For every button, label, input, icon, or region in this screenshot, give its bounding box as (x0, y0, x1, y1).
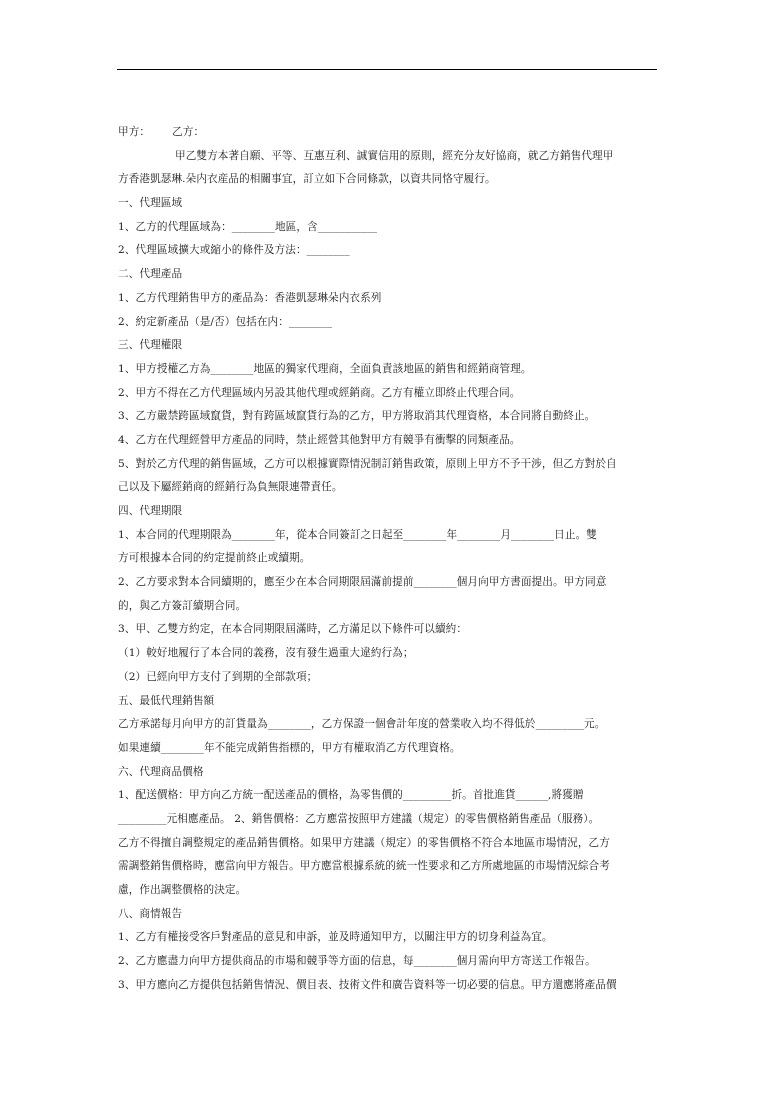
clause-line: 慮，作出調整價格的決定。 (118, 884, 247, 896)
clause-line: 2、乙方應盡力向甲方提供商品的市場和競爭等方面的信息，每________個月需向甲方寄送工作報告。 (118, 955, 596, 968)
clause-line: （2）已經向甲方支付了到期的全部款項； (118, 670, 318, 683)
clause-line: 方可根據本合同的約定提前終止或續期。 (118, 552, 311, 565)
clause-line: 1、配送價格：甲方向乙方統一配送產品的價格，為零售價的_________折。首批進貨______,將獲贈 (118, 789, 584, 802)
clause-line: 2、約定新產品（是/否）包括在内：________ (118, 315, 333, 328)
clause-line: 乙方不得擅自調整規定的產品銷售價格。如果甲方建議（規定）的零售價格不符合本地區市場情況，乙方 (118, 836, 610, 849)
section-heading: 一、代理區域 (118, 197, 183, 210)
clause-line: 己以及下屬經銷商的經銷行為負無限連帶責任。 (118, 481, 343, 494)
section-heading: 三、代理權限 (118, 339, 183, 352)
clause-line: 5、對於乙方代理的銷售區域，乙方可以根據實際情況制訂銷售政策，原則上甲方不予干涉，但乙方對於自 (118, 457, 617, 470)
clause-line: 1、本合同的代理期限為________年，從本合同簽訂之日起至________年________月________日止。雙 (118, 528, 597, 541)
clause-line: 2、代理區域擴大或縮小的條件及方法：________ (118, 244, 350, 257)
contract-body (118, 121, 658, 997)
clause-line: 需調整銷售價格時，應當向甲方報告。甲方應當根據系統的統一性要求和乙方所處地區的市場情況綜合考 (118, 860, 610, 873)
clause-line: _________元相應產品。 2、銷售價格：乙方應當按照甲方建議（規定）的零售價格銷售產品（服務）。 (118, 812, 600, 825)
party-b-label: 乙方： (172, 126, 205, 138)
clause-line: 乙方承諾每月向甲方的訂貨量為________，乙方保證一個會計年度的營業收入均不得低於_________元。 (118, 718, 606, 731)
section-heading: 二、代理產品 (118, 268, 183, 281)
clause-line: 2、乙方要求對本合同續期的，應至少在本合同期限屆滿前提前________個月向甲方書面提出。甲方同意 (118, 576, 607, 589)
clause-line: 1、乙方有權接受客戶對產品的意見和申訴，並及時通知甲方，以關注甲方的切身利益為宜。 (118, 931, 553, 944)
clause-line: 3、乙方嚴禁跨區域竄貨，對有跨區域竄貨行為的乙方，甲方將取消其代理資格，本合同將自動終止。 (118, 410, 596, 423)
clause-line: 1、乙方的代理區域為：________地區，含___________ (118, 220, 378, 233)
clause-line: 4、乙方在代理經營甲方產品的同時，禁止經營其他對甲方有競爭有衝擊的同類產品。 (118, 433, 521, 446)
clause-line: 1、乙方代理銷售甲方的產品為：香港凱瑟琳朵内衣系列 (118, 291, 382, 304)
clause-line: 2、甲方不得在乙方代理區域内另設其他代理或經銷商。乙方有權立即終止代理合同。 (118, 386, 521, 399)
clause-line: 3、甲方應向乙方提供包括銷售情況、價目表、技術文件和廣告資料等一切必要的信息。甲方還應將產品價 (118, 978, 617, 991)
clause-line: 如果連續________年不能完成銷售指標的，甲方有權取消乙方代理資格。 (118, 741, 461, 754)
header-rule (117, 69, 657, 70)
section-heading: 五、最低代理銷售額 (118, 694, 215, 707)
section-heading: 八、商情報告 (118, 907, 183, 920)
clause-line: 1、甲方授權乙方為________地區的獨家代理商，全面負責該地區的銷售和經銷商管理。 (118, 362, 532, 375)
clause-line: 的，與乙方簽訂續期合同。 (118, 599, 247, 612)
clause-line: 3、甲、乙雙方約定，在本合同期限屆滿時，乙方滿足以下條件可以續約： (118, 623, 468, 636)
clause-line: （1）較好地履行了本合同的義務，沒有發生過重大違約行為； (118, 647, 414, 660)
section-heading: 六、代理商品價格 (118, 765, 204, 778)
preamble-line: 甲乙雙方本著自願、平等、互惠互利、誠實信用的原則，經充分友好協商，就乙方銷售代理甲 (175, 149, 614, 162)
section-heading: 四、代理期限 (118, 505, 183, 517)
party-line (118, 121, 658, 145)
party-a-label: 甲方： (118, 126, 151, 138)
preamble-line: 方香港凱瑟琳.朵内衣産品的相關事宜，訂立如下合同條款，以資共同恪守履行。 (118, 173, 496, 186)
